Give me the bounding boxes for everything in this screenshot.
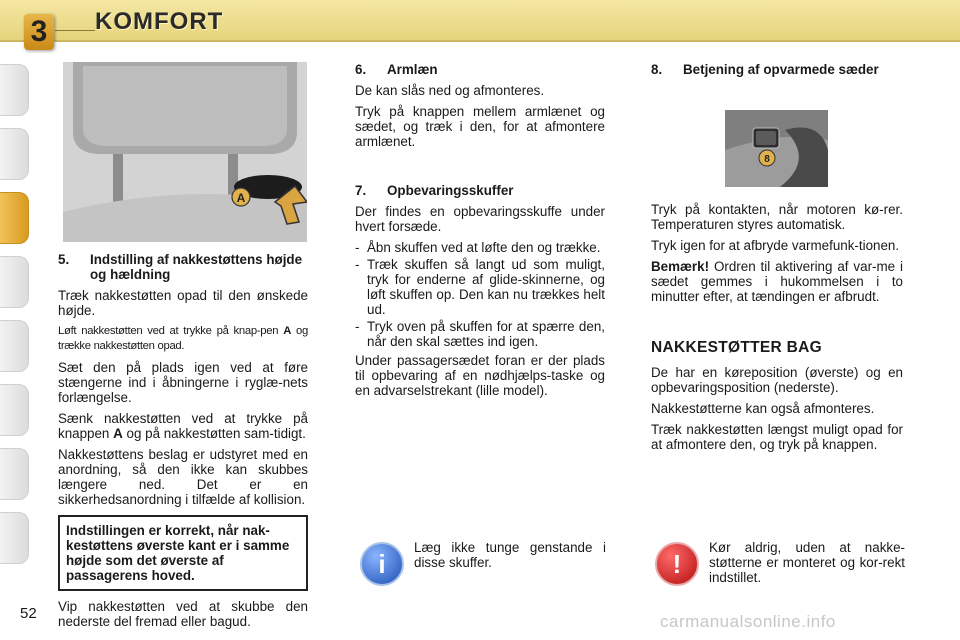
paragraph: Træk nakkestøtten opad til den ønskede højde. — [58, 288, 308, 318]
header-divider — [55, 30, 95, 31]
instruction-list — [355, 240, 605, 349]
chapter-title: KOMFORT — [95, 8, 224, 35]
page-number: 52 — [20, 605, 37, 622]
headrest-photo — [63, 62, 307, 242]
heading-text: Opbevaringsskuffer — [387, 183, 514, 198]
right-column-top — [651, 62, 903, 83]
list-item: - Åbn skuffen ved at løfte den og trække. — [355, 240, 605, 255]
heading-number: 7. — [355, 183, 367, 198]
side-tab[interactable] — [0, 512, 29, 564]
paragraph: Bemærk! Ordren til aktivering af var-me i sædet gemmes i hukommelsen i to minutter efter, at tændingen er afbrudt. — [651, 259, 903, 304]
side-tab[interactable] — [0, 448, 29, 500]
paragraph: Tryk på knappen mellem armlænet og sædet, og træk i den, for at afmontere armlænet. — [355, 104, 605, 149]
headrest-illustration — [63, 62, 307, 242]
alert-note — [655, 540, 905, 586]
middle-column — [355, 62, 605, 404]
chapter-number-badge: 3 — [24, 14, 54, 50]
paragraph: Tryk på kontakten, når motoren kø-rer. Temperaturen styres automatisk. — [651, 202, 903, 232]
heading-text: Armlæn — [387, 62, 438, 77]
list-item: - Tryk oven på skuffen for at spærre den, når den skal sættes ind igen. — [355, 319, 605, 349]
side-tab[interactable] — [0, 384, 29, 436]
paragraph: Der findes en opbevaringsskuffe under hvert forsæde. — [355, 204, 605, 234]
right-column-body — [651, 202, 903, 458]
note-text: Læg ikke tunge genstande i disse skuffer. — [414, 540, 606, 570]
section-heading-8 — [651, 62, 903, 77]
section-title: NAKKESTØTTER BAG — [651, 339, 822, 356]
heading-text: Indstilling af nakkestøttens højde og hældning — [90, 252, 303, 282]
list-item: - Træk skuffen så langt ud som muligt, tryk for enderne af glide-skinnerne, og løft skuffen op. Den kan nu trækkes helt ud. — [355, 257, 605, 317]
seat-heating-illustration — [725, 110, 828, 187]
section-heading-7 — [355, 183, 605, 198]
seat-heating-photo — [725, 110, 828, 187]
info-note — [360, 540, 606, 586]
heading-number: 5. — [58, 252, 70, 267]
paragraph: Sæt den på plads igen ved at føre stængerne ind i åbningerne i ryglæ-nets forlængelse. — [58, 360, 308, 405]
side-tab[interactable] — [0, 320, 29, 372]
exclamation-icon: ! — [655, 542, 699, 586]
heading-text: Betjening af opvarmede sæder — [683, 62, 879, 77]
heading-number: 8. — [651, 62, 663, 77]
side-tab[interactable] — [0, 64, 29, 116]
left-column — [58, 252, 308, 635]
paragraph: De har en køreposition (øverste) og en opbevaringsposition (nederste). — [651, 365, 903, 395]
paragraph: Sænk nakkestøtten ved at trykke på knappen A og på nakkestøtten sam-tidigt. — [58, 411, 308, 441]
paragraph: Vip nakkestøtten ved at skubbe den nederste del fremad eller bagud. — [58, 599, 308, 629]
chapter-header — [0, 0, 960, 48]
info-icon: i — [360, 542, 404, 586]
section-heading-6 — [355, 62, 605, 77]
paragraph: Nakkestøtterne kan også afmonteres. — [651, 401, 875, 416]
photo-label-8: 8 — [764, 154, 770, 165]
paragraph: Under passagersædet foran er der plads til opbevaring af en nødhjælps-taske og en advarselstrekant (lille model). — [355, 353, 605, 398]
paragraph: Træk nakkestøtten længst muligt opad for at afmontere den, og tryk på knappen. — [651, 422, 903, 452]
side-tab-active[interactable] — [0, 192, 29, 244]
watermark: carmanualsonline.info — [660, 612, 836, 631]
warning-box: Indstillingen er korrekt, når nak-kestøttens øverste kant er i samme højde som det øverste af passagerens hoved. — [58, 515, 308, 591]
note-text: Kør aldrig, uden at nakke-støtterne er monteret og kor-rekt indstillet. — [709, 540, 905, 585]
side-tabs — [0, 64, 34, 576]
paragraph: De kan slås ned og afmonteres. — [355, 83, 545, 98]
heading-number: 6. — [355, 62, 367, 77]
side-tab[interactable] — [0, 128, 29, 180]
section-heading-5 — [58, 252, 308, 282]
paragraph-small: Løft nakkestøtten ved at trykke på knap-pen A og trække nakkestøtten opad. — [58, 325, 308, 352]
paragraph: Tryk igen for at afbryde varmefunk-tionen. — [651, 238, 900, 253]
photo-label-a: A — [236, 191, 246, 205]
side-tab[interactable] — [0, 256, 29, 308]
paragraph: Nakkestøttens beslag er udstyret med en anordning, så den ikke kan skubbes længere ned. Det er en sikkerhedsanordning i tilfælde af kollision. — [58, 447, 308, 507]
